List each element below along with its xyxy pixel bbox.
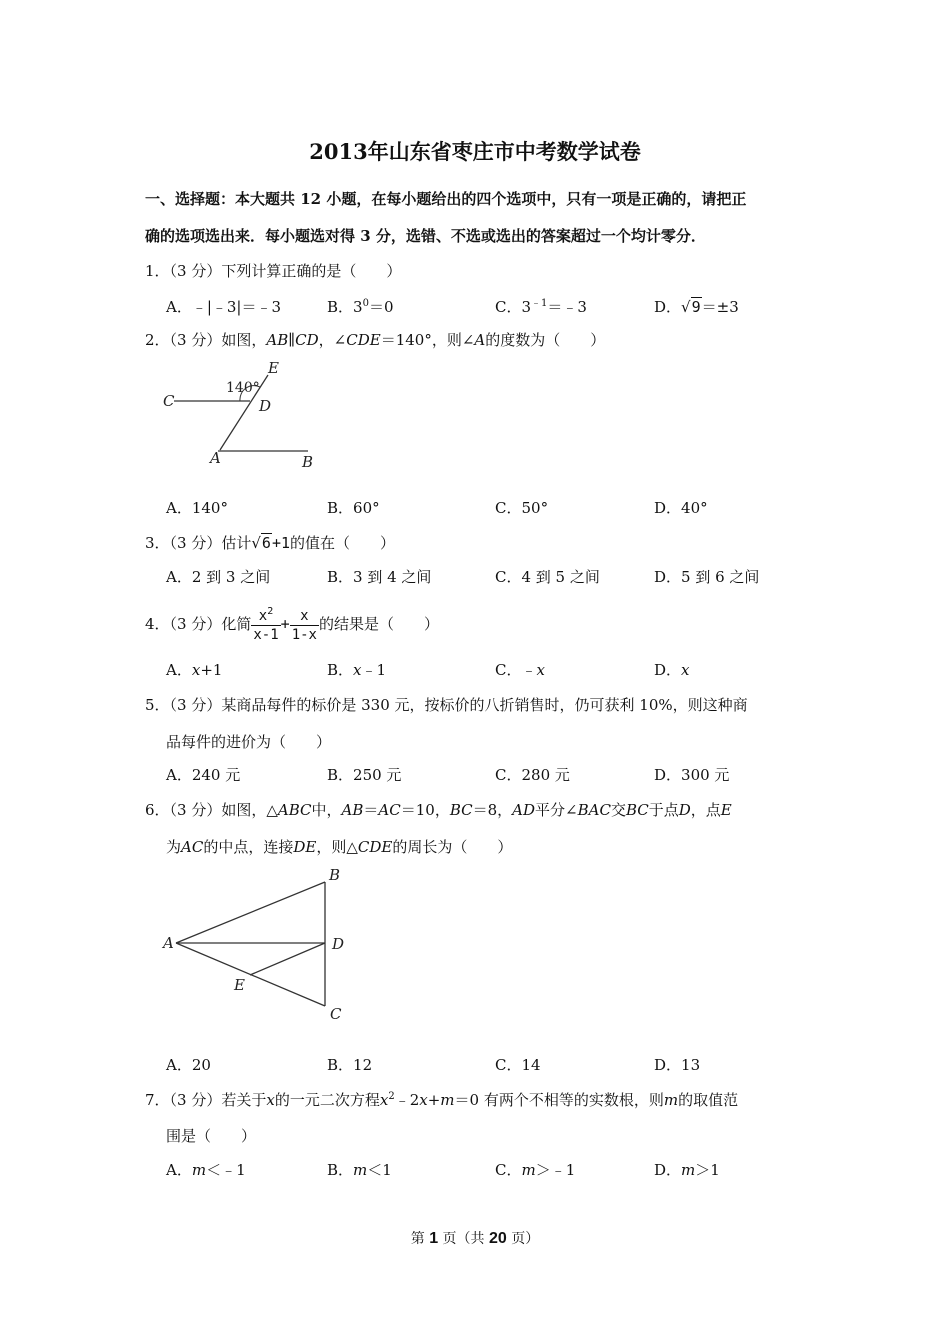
option-b: B．12 — [327, 1056, 373, 1074]
option-a: A．2 到 3 之间 — [166, 568, 271, 586]
option-c: C．50° — [495, 499, 549, 517]
point-b-label: B — [329, 866, 341, 884]
option-d: D．40° — [654, 499, 708, 517]
option-a: A．﹣|﹣3|＝﹣3 — [166, 298, 282, 316]
point-a-label: A — [210, 449, 221, 467]
question-number: 2． — [145, 331, 170, 349]
option-d: D．√9＝±3 — [654, 298, 739, 316]
option-d: D．300 元 — [654, 766, 730, 784]
question-2: 2．（3 分）如图，AB∥CD，∠CDE＝140°，则∠A的度数为（ ） — [145, 331, 606, 349]
option-c: C．4 到 5 之间 — [495, 568, 600, 586]
option-c: C．14 — [495, 1056, 541, 1074]
question-text: （3 分）下列计算正确的是（ ） — [169, 262, 402, 280]
option-a: A．20 — [166, 1056, 211, 1074]
option-b: B．$3^0=0$ — [327, 298, 394, 316]
question-7: 7．（3 分）若关于x的一元二次方程$x^2﹣2x+m=0$ 有两个不相等的实数根，则m的取值范 — [145, 1091, 739, 1109]
question-number: 1． — [145, 262, 170, 280]
option-c: C．m＞﹣1 — [495, 1161, 576, 1179]
option-d: D．x — [654, 661, 690, 679]
question-7-line2: 围是（ ） — [166, 1127, 257, 1145]
question-7-options — [166, 1152, 810, 1188]
figure-parallel-lines — [160, 355, 330, 475]
option-b: B．60° — [327, 499, 380, 517]
option-a: A．x+1 — [166, 661, 223, 679]
option-b: B．250 元 — [327, 766, 402, 784]
question-5: 5．（3 分）某商品每件的标价是 330 元，按标价的八折销售时，仍可获利 10%，则这种商 — [145, 696, 748, 714]
section-instructions-line2: 确的选项选出来．每小题选对得 3 分，选错、不选或选出的答案超过一个均计零分． — [145, 227, 706, 245]
question-3-options — [166, 559, 810, 595]
option-a: A．240 元 — [166, 766, 241, 784]
option-b: B．3 到 4 之间 — [327, 568, 432, 586]
question-3: 3．（3 分）估计√6+1的值在（ ） — [145, 534, 396, 552]
question-6-line2: 为AC的中点，连接DE，则△CDE的周长为（ ） — [166, 838, 513, 856]
question-4: 4．（3 分）化简 $\frac{x^2}{x-1}$ + $\frac{x}{1-x}$ 的结果是（ ） — [145, 605, 439, 643]
question-number: 3． — [145, 534, 170, 552]
question-number: 7． — [145, 1091, 170, 1109]
option-b: B．x﹣1 — [327, 661, 387, 679]
option-b: B．m＜1 — [327, 1161, 392, 1179]
page-number: 1 — [429, 1230, 439, 1247]
point-d-label: D — [332, 935, 345, 953]
point-e-label: E — [268, 359, 279, 377]
page-total: 20 — [489, 1230, 507, 1247]
question-6: 6．（3 分）如图，△ABC中，AB＝AC＝10，BC＝8，AD平分∠BAC交BC于点D，点E — [145, 801, 732, 819]
point-d-label: D — [259, 397, 272, 415]
sqrt-sign: √ — [681, 298, 691, 316]
option-c: C．﹣x — [495, 661, 545, 679]
option-d: D．13 — [654, 1056, 701, 1074]
fraction-1: $\frac{x^2}{x-1}$ — [253, 605, 279, 643]
fraction-2: $\frac{x}{1-x}$ — [291, 607, 317, 643]
question-number: 4． — [145, 615, 170, 633]
point-a-label: A — [163, 934, 174, 952]
question-5-line2: 品每件的进价为（ ） — [166, 733, 332, 751]
option-a: A．m＜﹣1 — [166, 1161, 246, 1179]
point-c-label: C — [330, 1005, 342, 1023]
question-6-options — [166, 1047, 810, 1083]
option-d: D．m＞1 — [654, 1161, 720, 1179]
option-c: C．280 元 — [495, 766, 570, 784]
point-e-label: E — [234, 976, 245, 994]
point-b-label: B — [302, 453, 314, 471]
question-number: 6． — [145, 801, 170, 819]
figure-triangle — [158, 862, 358, 1032]
question-1-options — [166, 289, 810, 325]
point-c-label: C — [163, 392, 175, 410]
angle-label: 140° — [226, 380, 260, 396]
question-number: 5． — [145, 696, 170, 714]
option-d: D．5 到 6 之间 — [654, 568, 760, 586]
page-title: 2013年山东省枣庄市中考数学试卷 — [309, 139, 641, 164]
section-instructions-line1: 一、选择题：本大题共 12 小题，在每小题给出的四个选项中，只有一项是正确的，请把正 — [145, 190, 747, 208]
question-1 — [145, 253, 810, 289]
option-a: A．140° — [166, 499, 228, 517]
question-4-options — [166, 652, 810, 688]
page-footer: 第 1 页（共 20 页） — [410, 1230, 540, 1247]
sqrt-sign: √ — [251, 534, 261, 552]
question-5-options — [166, 757, 810, 793]
option-c: C．$3^{﹣1}=﹣3$ — [495, 298, 587, 316]
question-2-options — [166, 490, 810, 526]
